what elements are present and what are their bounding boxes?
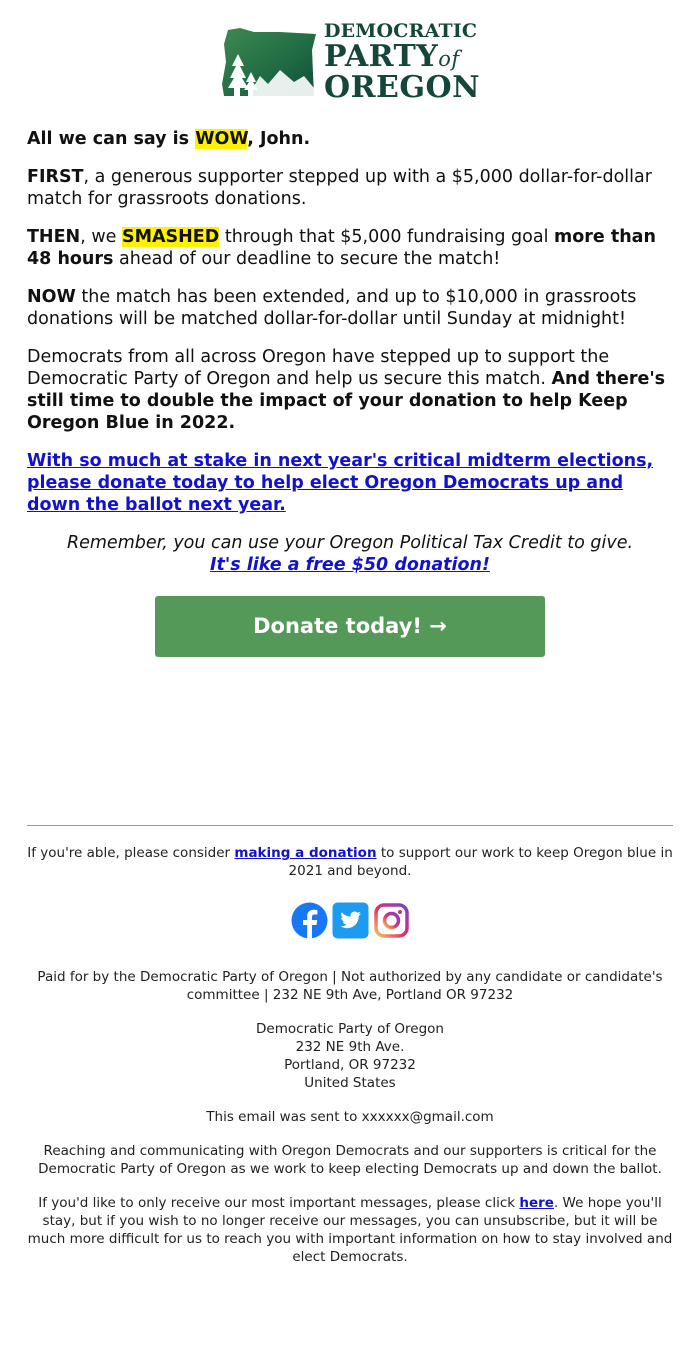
email-container [27, 0, 673, 1266]
twitter-icon[interactable] [332, 902, 369, 944]
logo-line-1: DEMOCRATIC [323, 19, 478, 42]
tax-credit-link[interactable]: It's like a free $50 donation! [210, 555, 490, 575]
smashed-highlight: SMASHED [121, 227, 220, 247]
paragraph-now: NOW the match has been extended, and up to $10,000 in grassroots donations will be matched dollar-for-dollar until Sunday at midnight! [27, 287, 637, 329]
email-body [27, 128, 673, 576]
paragraph-stake [27, 450, 673, 516]
paragraph-democrats: Democrats from all across Oregon have stepped up to support the Democratic Party of Oregon and help us secure this match. And there's still time to double the impact of your donation to help Keep Oregon Blue in 2022. [27, 347, 666, 433]
social-links [27, 902, 673, 944]
making-donation-link[interactable]: making a donation [234, 845, 377, 861]
facebook-icon[interactable] [291, 902, 328, 944]
sent-to-notice: This email was sent to xxxxxx@gmail.com [206, 1109, 494, 1125]
donate-button[interactable]: Donate today! → [155, 596, 545, 657]
divider [27, 825, 673, 826]
logo-wordmark [323, 19, 481, 105]
unsubscribe-notice: If you'd like to only receive our most important messages, please click here. We hope you'll stay, but if you wish to no longer receive our messages, you can unsubscribe, but it will be much more difficult for us to reach you with important information on how to stay involved and elect Democrats. [27, 1195, 673, 1265]
donation-request: If you're able, please consider making a donation to support our work to keep Oregon blue in 2021 and beyond. [27, 845, 673, 879]
greeting: All we can say is WOW, John. [27, 129, 311, 149]
stake-donate-link[interactable]: With so much at stake in next year's critical midterm elections, please donate today to help elect Oregon Democrats up and down the ballot next year. [27, 451, 654, 515]
paid-for-disclaimer: Paid for by the Democratic Party of Oregon | Not authorized by any candidate or candidate's committee | 232 NE 9th Ave, Portland OR 97232 [37, 969, 663, 1003]
footer [27, 844, 673, 1266]
logo-line-3: OREGON [323, 69, 481, 105]
preferences-link[interactable]: here [519, 1195, 554, 1211]
mailing-address: Democratic Party of Oregon 232 NE 9th Ave. Portland, OR 97232 United States [256, 1021, 444, 1091]
instagram-icon[interactable] [373, 902, 410, 944]
party-logo[interactable] [27, 0, 673, 105]
paragraph-first: FIRST, a generous supporter stepped up with a $5,000 dollar-for-dollar match for grassroots donations. [27, 167, 652, 209]
reaching-notice: Reaching and communicating with Oregon Democrats and our supporters is critical for the Democratic Party of Oregon as we work to keep electing Democrats up and down the ballot. [38, 1143, 662, 1177]
oregon-map-icon [220, 26, 318, 98]
tax-credit-note: Remember, you can use your Oregon Political Tax Credit to give. It's like a free $50 donation! [66, 533, 634, 575]
wow-highlight: WOW [195, 129, 248, 149]
paragraph-then: THEN, we SMASHED through that $5,000 fundraising goal more than 48 hours ahead of our deadline to secure the match! [27, 227, 656, 269]
logo-line-2: PARTYof [323, 38, 460, 74]
